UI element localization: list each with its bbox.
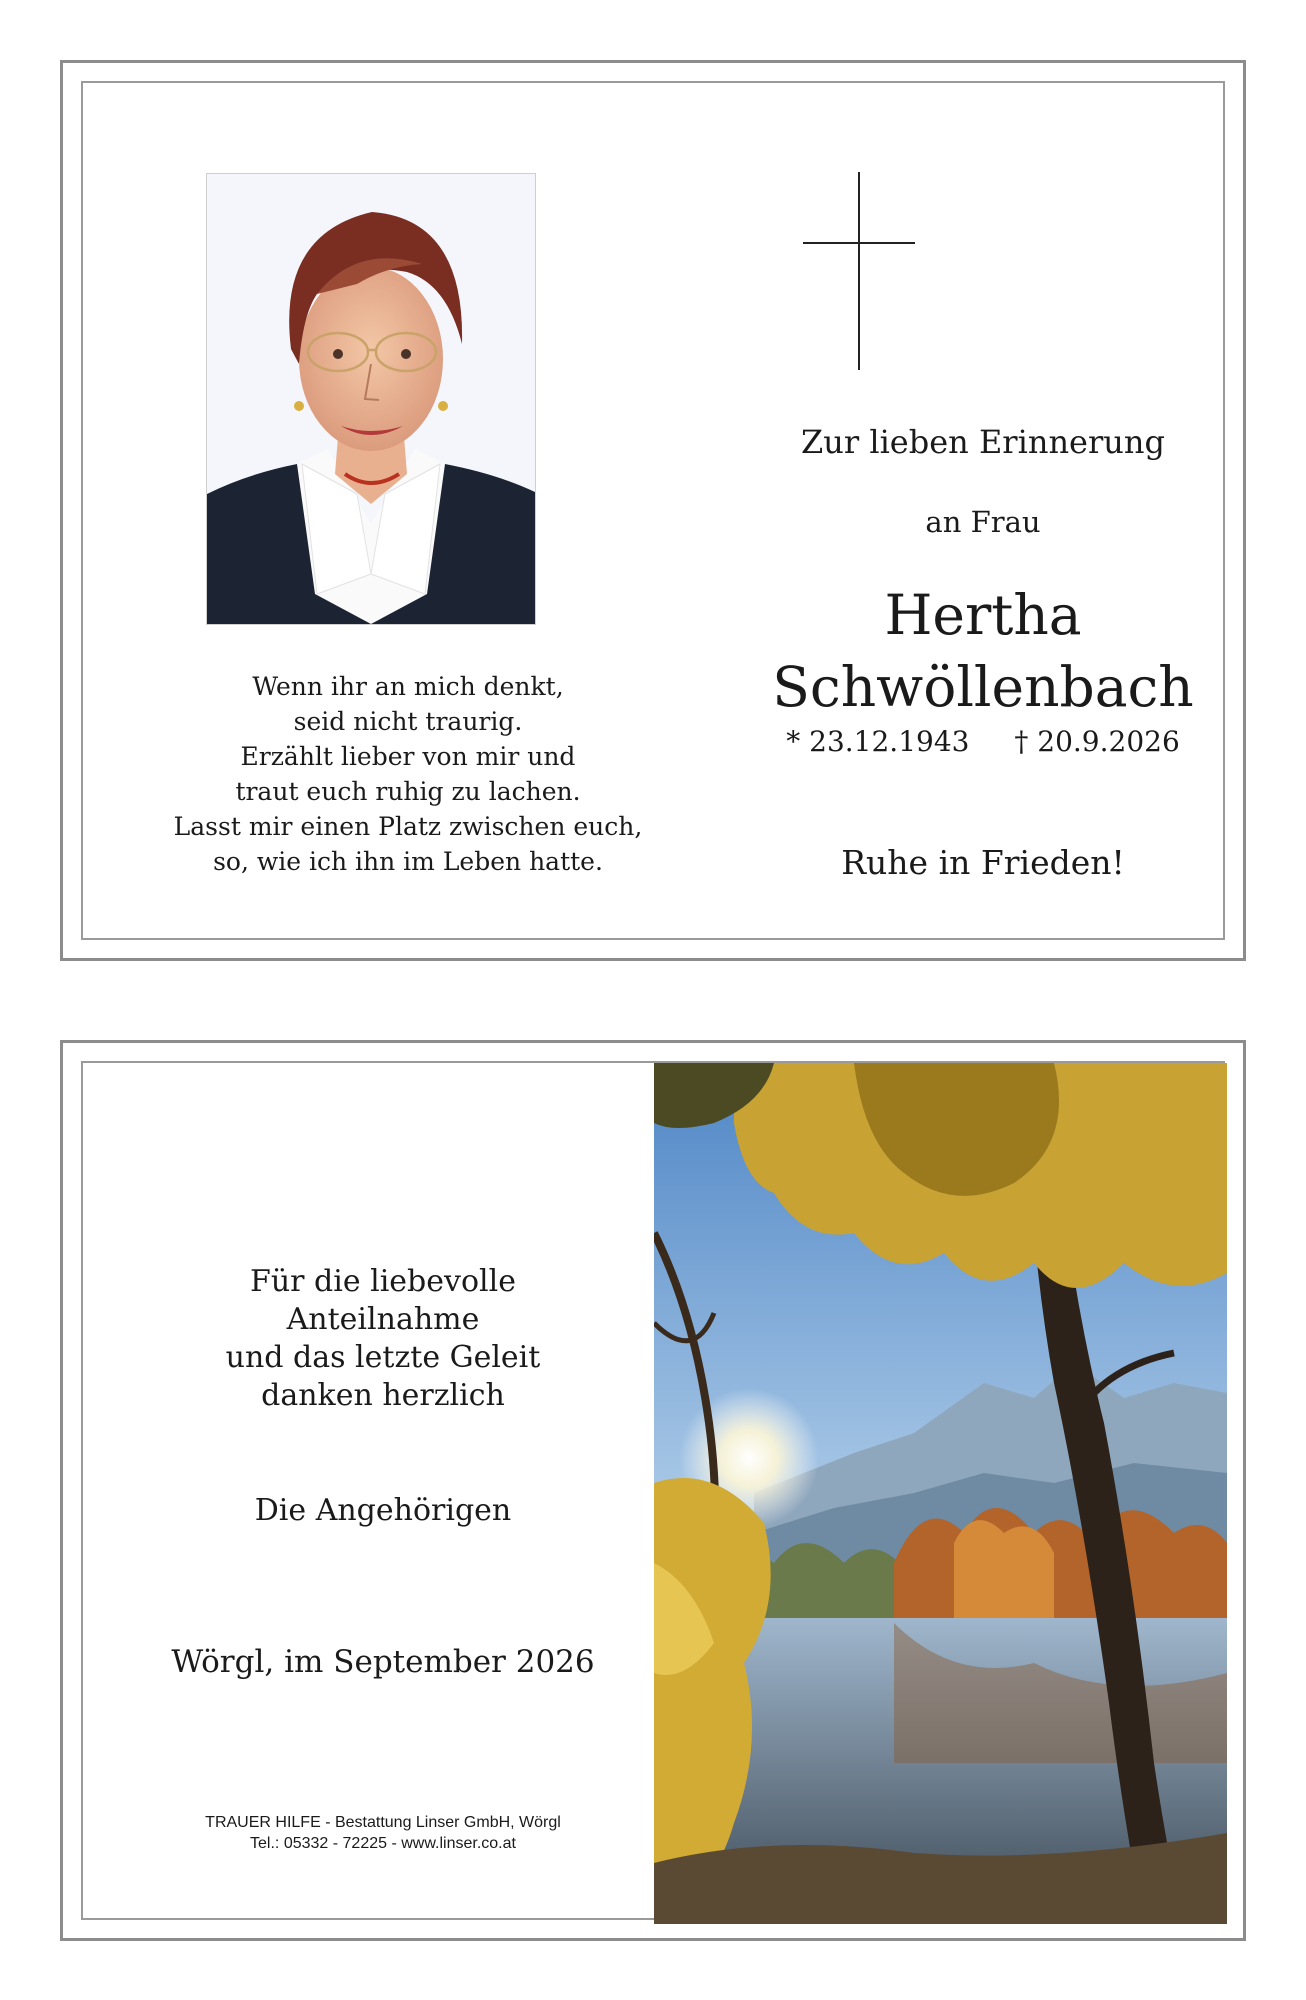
- card-front-frame: [81, 81, 1225, 940]
- thanks-line: und das letzte Geleit: [225, 1340, 541, 1375]
- poem-line: traut euch ruhig zu lachen.: [235, 777, 581, 806]
- memorial-card-front: [60, 60, 1246, 961]
- card-back-frame: [81, 1061, 1225, 1920]
- poem-line: Lasst mir einen Platz zwischen euch,: [173, 812, 643, 841]
- poem-line: Erzählt lieber von mir und: [240, 742, 576, 771]
- relatives-signature: Die Angehörigen: [254, 1493, 512, 1528]
- cross-icon: [803, 172, 915, 370]
- thanks-line: Anteilnahme: [286, 1302, 480, 1337]
- portrait-photo: [206, 173, 536, 625]
- memorial-poem: [123, 669, 693, 879]
- life-dates: [763, 725, 1203, 758]
- memorial-heading: Zur lieben Erinnerung: [801, 423, 1165, 461]
- footer-line: Tel.: 05332 - 72225 - www.linser.co.at: [250, 1835, 516, 1852]
- place-date: Wörgl, im September 2026: [171, 1644, 595, 1680]
- deceased-first-name: Hertha: [884, 583, 1082, 647]
- farewell-text: Ruhe in Frieden!: [841, 843, 1125, 882]
- thanks-text: [143, 1263, 623, 1415]
- poem-line: Wenn ihr an mich denkt,: [252, 672, 564, 701]
- thanks-line: Für die liebevolle: [250, 1264, 516, 1299]
- memorial-card-back: [60, 1040, 1246, 1941]
- poem-line: so, wie ich ihn im Leben hatte.: [213, 847, 603, 876]
- footer-line: TRAUER HILFE - Bestattung Linser GmbH, Wörgl: [205, 1814, 561, 1831]
- deceased-last-name: Schwöllenbach: [772, 655, 1194, 719]
- salutation: an Frau: [925, 505, 1041, 539]
- poem-line: seid nicht traurig.: [293, 707, 523, 736]
- autumn-lake-photo: [654, 1063, 1227, 1924]
- thanks-line: danken herzlich: [261, 1378, 505, 1413]
- funeral-home-footer: [143, 1812, 623, 1854]
- birth-date: * 23.12.1943: [786, 725, 970, 758]
- death-date: † 20.9.2026: [1014, 725, 1180, 758]
